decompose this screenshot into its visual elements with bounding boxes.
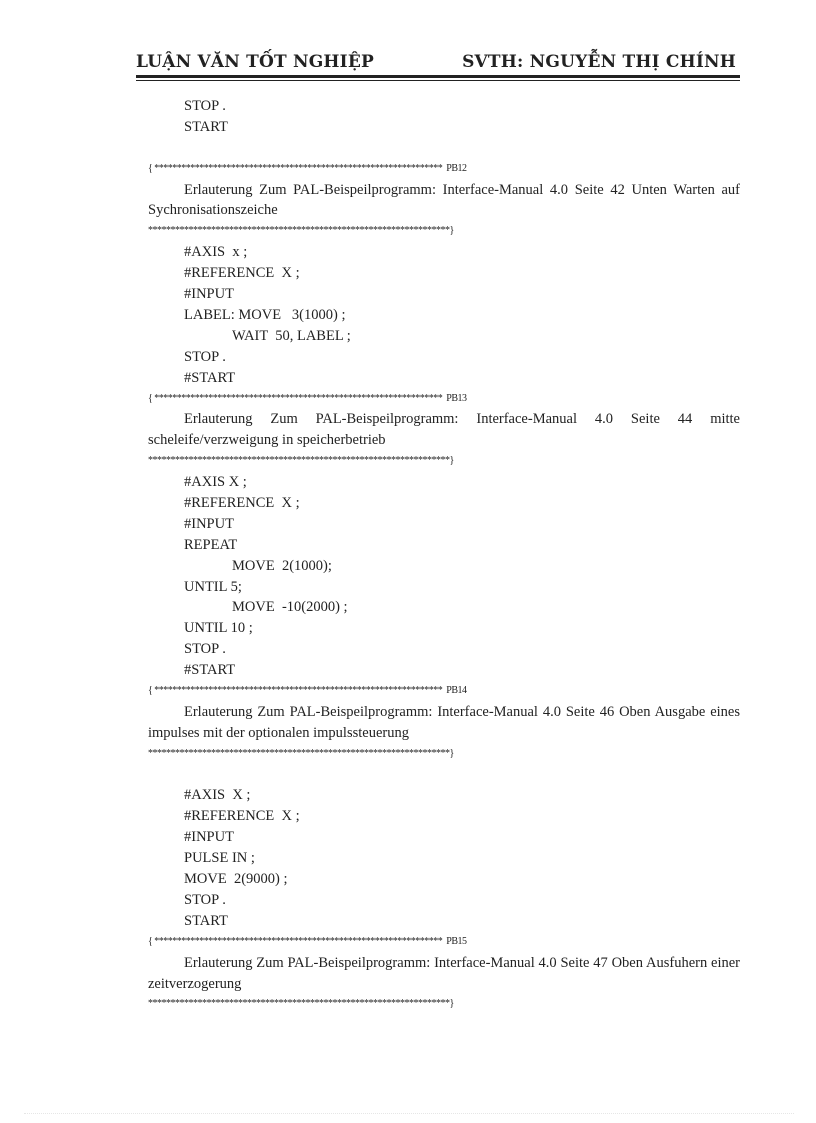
- code-line: #START: [184, 662, 236, 679]
- code-line: #START: [184, 369, 236, 386]
- header-thesis-title: LUẬN VĂN TỐT NGHIỆP: [136, 52, 374, 72]
- comment-close-pb14: *******************************************************************}: [148, 747, 454, 759]
- header-student-name: SVTH: NGUYỄN THỊ CHÍNH: [462, 52, 736, 72]
- code-line: MOVE 2(9000) ;: [184, 871, 288, 888]
- code-line: STOP .: [184, 348, 226, 365]
- code-line: #AXIS X ;: [184, 787, 251, 804]
- code-line: UNTIL 10 ;: [184, 620, 253, 637]
- code-line: #REFERENCE X ;: [184, 265, 300, 282]
- code-line: STOP .: [184, 98, 226, 114]
- code-line: #REFERENCE X ;: [184, 808, 300, 825]
- page-header: [136, 50, 740, 76]
- code-line: #REFERENCE X ;: [184, 494, 300, 511]
- header-rule-thick: [136, 75, 740, 78]
- comment-open-pb13: { **************************************************************** PB13: [148, 392, 467, 404]
- comment-description-pb15: Erlauterung Zum PAL-Beispeilprogramm: Interface-Manual 4.0 Seite 47 Oben Ausfuhern einer zeitverzogerung: [148, 954, 740, 992]
- code-line: PULSE IN ;: [184, 850, 255, 867]
- code-line: MOVE -10(2000) ;: [232, 599, 348, 616]
- code-line: UNTIL 5;: [184, 578, 242, 595]
- code-line: STOP .: [184, 641, 226, 658]
- spacer: [148, 765, 740, 786]
- spacer: [148, 138, 740, 159]
- comment-description-pb12: Erlauterung Zum PAL-Beispeilprogramm: Interface-Manual 4.0 Seite 42 Unten Warten auf Sychronisationszeiche: [148, 181, 740, 219]
- code-line: START: [184, 912, 228, 929]
- code-line: #AXIS X ;: [184, 474, 247, 491]
- code-line: #AXIS x ;: [184, 244, 248, 261]
- page-bottom-border: [24, 1113, 794, 1114]
- comment-description-pb13: Erlauterung Zum PAL-Beispeilprogramm: Interface-Manual 4.0 Seite 44 mitte scheleife/verzweigung in speicherbetrieb: [148, 411, 740, 449]
- code-line: MOVE 2(1000);: [232, 557, 332, 574]
- comment-close-pb15: *******************************************************************}: [148, 998, 454, 1010]
- comment-close-pb13: *******************************************************************}: [148, 455, 454, 467]
- code-line: #INPUT: [184, 515, 234, 532]
- document-body: [148, 96, 740, 1015]
- code-line: STOP .: [184, 891, 226, 908]
- comment-description-pb14: Erlauterung Zum PAL-Beispeilprogramm: Interface-Manual 4.0 Seite 46 Oben Ausgabe eines impulses mit der optionalen impulssteuerung: [148, 703, 740, 741]
- header-rule-thin: [136, 80, 740, 81]
- comment-close-pb12: *******************************************************************}: [148, 225, 454, 237]
- code-line: REPEAT: [184, 536, 238, 553]
- code-line: WAIT 50, LABEL ;: [232, 327, 351, 344]
- code-line: START: [184, 118, 228, 135]
- comment-open-pb15: { **************************************************************** PB15: [148, 935, 467, 947]
- comment-open-pb14: { **************************************************************** PB14: [148, 685, 467, 696]
- code-line: #INPUT: [184, 829, 234, 846]
- comment-open-pb12: { **************************************************************** PB12: [148, 162, 467, 174]
- code-line: #INPUT: [184, 286, 234, 303]
- code-line: LABEL: MOVE 3(1000) ;: [184, 306, 346, 323]
